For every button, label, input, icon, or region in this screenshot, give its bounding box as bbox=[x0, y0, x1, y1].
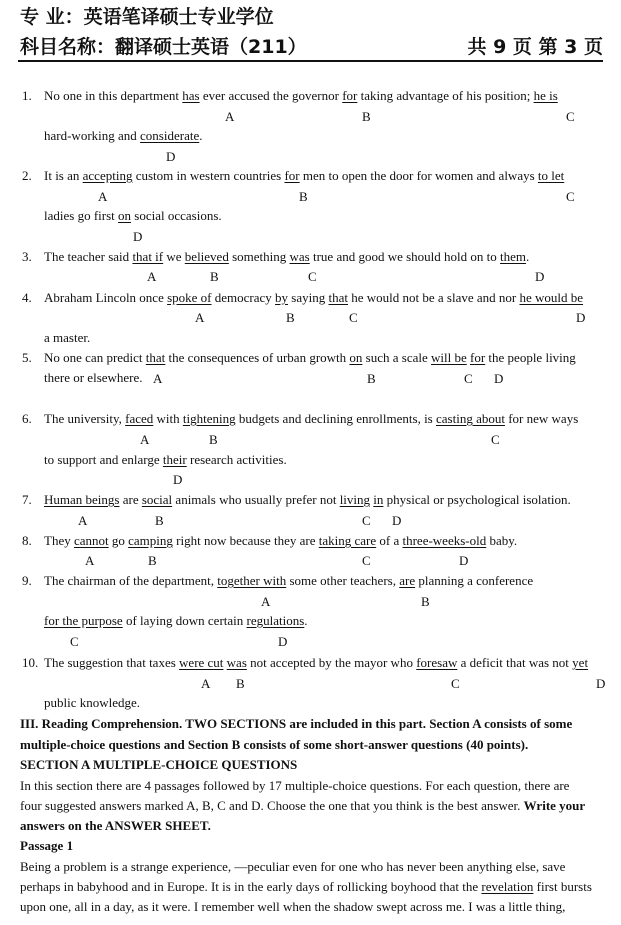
option-letter-b: B bbox=[210, 269, 219, 284]
question-line bbox=[22, 655, 607, 671]
option-letter-a: A bbox=[147, 269, 157, 284]
option-letter-d: D bbox=[494, 371, 504, 386]
underlined-option: on bbox=[349, 350, 363, 365]
subject-header bbox=[20, 32, 603, 59]
option-letter-b: B bbox=[286, 310, 295, 325]
underlined-option: three-weeks-old bbox=[402, 533, 487, 548]
underlined-option: was bbox=[289, 249, 310, 264]
option-letter-c: C bbox=[349, 310, 358, 325]
underlined-option: Human beings bbox=[44, 492, 120, 507]
question-text: hard-working and bbox=[44, 128, 141, 143]
underlined-option: camping bbox=[128, 533, 173, 548]
option-letter-b: B bbox=[209, 432, 218, 447]
option-letter-d: D bbox=[576, 310, 586, 325]
question-text: They bbox=[44, 533, 74, 548]
underlined-option: accepting bbox=[82, 168, 133, 183]
question-number: 1. bbox=[22, 88, 32, 103]
underlined-option: were cut bbox=[179, 655, 224, 670]
underlined-option: believed bbox=[184, 249, 229, 264]
question-text: the people living bbox=[485, 350, 576, 365]
passage-line-3: upon one, all in a day, as it were. I remember well when the shadow swept across me. I was a little thing, bbox=[20, 899, 566, 914]
question-text: No one can predict bbox=[44, 350, 146, 365]
header-rule bbox=[18, 60, 603, 62]
option-letter-b: B bbox=[155, 513, 164, 528]
question-text: true and good we should hold on to bbox=[309, 249, 501, 264]
question-text: budgets and declining enrollments, is bbox=[235, 411, 436, 426]
instructions-2-bold: Write your bbox=[523, 798, 586, 813]
question-text: social occasions. bbox=[131, 208, 222, 223]
underlined-option: taking care bbox=[318, 533, 377, 548]
underlined-option: are bbox=[399, 573, 416, 588]
option-letter-d: D bbox=[392, 513, 402, 528]
underlined-option: for bbox=[342, 88, 358, 103]
underlined-option: was bbox=[226, 655, 247, 670]
question-text: ever accused the governor bbox=[199, 88, 343, 103]
option-letter-d: D bbox=[596, 676, 606, 691]
underlined-option: he is bbox=[533, 88, 558, 103]
question-text: not accepted by the mayor who bbox=[246, 655, 417, 670]
question-line-continued bbox=[44, 370, 607, 386]
underlined-option: by bbox=[275, 290, 289, 305]
underlined-option: will be bbox=[431, 350, 467, 365]
question-line bbox=[22, 411, 607, 427]
question-text: . bbox=[526, 249, 530, 264]
question-line bbox=[22, 88, 607, 104]
option-letter-a: A bbox=[153, 371, 163, 386]
question-number: 8. bbox=[22, 533, 32, 548]
underlined-option: together with bbox=[217, 573, 287, 588]
question-text: No one in this department bbox=[44, 88, 183, 103]
question-line bbox=[22, 249, 607, 265]
underlined-word: revelation bbox=[481, 879, 534, 894]
option-letter-b: B bbox=[421, 594, 430, 609]
question-text: animals who usually prefer not bbox=[172, 492, 340, 507]
question-text: The suggestion that taxes bbox=[44, 655, 180, 670]
question-text: physical or psychological isolation. bbox=[383, 492, 571, 507]
option-letter-d: D bbox=[535, 269, 545, 284]
question-text: he would not be a slave and nor bbox=[348, 290, 520, 305]
question-line-continued bbox=[44, 330, 607, 346]
question-line-continued bbox=[44, 128, 607, 144]
question-text: such a scale bbox=[362, 350, 431, 365]
subject-label: 科目名称： bbox=[20, 36, 116, 58]
option-letter-a: A bbox=[140, 432, 150, 447]
section-a-title: SECTION A MULTIPLE-CHOICE QUESTIONS bbox=[20, 757, 298, 772]
option-letter-c: C bbox=[70, 634, 79, 649]
underlined-option: for bbox=[284, 168, 300, 183]
question-line-continued bbox=[44, 452, 607, 468]
question-text: something bbox=[228, 249, 290, 264]
underlined-option: on bbox=[118, 208, 132, 223]
major-value: 英语笔译硕士专业学位 bbox=[83, 6, 274, 28]
question-number: 9. bbox=[22, 573, 32, 588]
underlined-option: foresaw bbox=[416, 655, 458, 670]
question-line-continued bbox=[44, 613, 607, 629]
option-letter-d: D bbox=[166, 149, 176, 164]
question-number: 7. bbox=[22, 492, 32, 507]
question-text: The teacher said bbox=[44, 249, 133, 264]
question-number: 6. bbox=[22, 411, 32, 426]
passage-line-2 bbox=[20, 879, 605, 895]
question-line-continued bbox=[44, 208, 607, 224]
underlined-option: for the purpose bbox=[44, 613, 123, 628]
passage-line-1: Being a problem is a strange experience, —peculiar even for one who has never been anything else, save bbox=[20, 859, 566, 874]
option-letter-a: A bbox=[201, 676, 211, 691]
question-number: 3. bbox=[22, 249, 32, 264]
option-letter-a: A bbox=[98, 189, 108, 204]
question-text: we bbox=[163, 249, 185, 264]
question-text: of a bbox=[376, 533, 403, 548]
question-line bbox=[22, 492, 607, 508]
option-letter-b: B bbox=[236, 676, 245, 691]
underlined-option: he would be bbox=[519, 290, 584, 305]
question-text: saying bbox=[288, 290, 329, 305]
underlined-option: in bbox=[373, 492, 384, 507]
question-text: there or elsewhere. bbox=[44, 370, 143, 385]
underlined-option: social bbox=[141, 492, 173, 507]
question-text: of laying down certain bbox=[122, 613, 247, 628]
question-text: with bbox=[153, 411, 183, 426]
option-letter-a: A bbox=[85, 553, 95, 568]
question-number: 10. bbox=[22, 655, 39, 670]
option-letter-d: D bbox=[459, 553, 469, 568]
question-line bbox=[22, 573, 607, 589]
question-text: are bbox=[119, 492, 142, 507]
passage-title: Passage 1 bbox=[20, 838, 74, 853]
question-line bbox=[22, 168, 607, 184]
option-letter-c: C bbox=[308, 269, 317, 284]
passage-text: perhaps in babyhood and in Europe. It is in the early days of rollicking boyhood that the bbox=[20, 879, 482, 894]
question-text: a master. bbox=[44, 330, 91, 345]
option-letter-c: C bbox=[566, 109, 575, 124]
question-line bbox=[22, 290, 607, 306]
question-text: right now because they are bbox=[172, 533, 319, 548]
instructions-3: answers on the ANSWER SHEET. bbox=[20, 818, 211, 833]
subject-value: 翻译硕士英语（211） bbox=[115, 36, 307, 58]
underlined-option: faced bbox=[125, 411, 154, 426]
question-text: custom in western countries bbox=[132, 168, 285, 183]
question-text: baby. bbox=[486, 533, 518, 548]
option-letter-c: C bbox=[362, 513, 371, 528]
underlined-option: regulations bbox=[246, 613, 305, 628]
underlined-option: for bbox=[470, 350, 486, 365]
question-text: taking advantage of his position; bbox=[357, 88, 534, 103]
underlined-option: spoke of bbox=[167, 290, 212, 305]
passage-text: first bursts bbox=[533, 879, 592, 894]
underlined-option: their bbox=[162, 452, 187, 467]
part3-title-2: multiple-choice questions and Section B consists of some short-answer questions (40 points). bbox=[20, 737, 529, 752]
question-text: Abraham Lincoln once bbox=[44, 290, 168, 305]
instructions-1: In this section there are 4 passages followed by 17 multiple-choice questions. For each question, there are bbox=[20, 778, 570, 793]
question-text: democracy bbox=[211, 290, 276, 305]
option-letter-c: C bbox=[566, 189, 575, 204]
question-text: to support and enlarge bbox=[44, 452, 163, 467]
question-number: 5. bbox=[22, 350, 32, 365]
underlined-option: tightening bbox=[182, 411, 236, 426]
major-label: 专 业： bbox=[20, 6, 84, 28]
question-text: The chairman of the department, bbox=[44, 573, 218, 588]
major-header bbox=[20, 2, 603, 29]
option-letter-c: C bbox=[362, 553, 371, 568]
underlined-option: yet bbox=[572, 655, 589, 670]
option-letter-d: D bbox=[173, 472, 183, 487]
instructions-2-text: four suggested answers marked A, B, C and D. Choose the one that you think is the best answer. bbox=[20, 798, 524, 813]
question-text: It is an bbox=[44, 168, 83, 183]
underlined-option: cannot bbox=[73, 533, 109, 548]
question-text: public knowledge. bbox=[44, 695, 141, 710]
page-indicator: 共 9 页 第 3 页 bbox=[467, 36, 603, 58]
question-text: . bbox=[199, 128, 203, 143]
question-text: . bbox=[304, 613, 308, 628]
question-text: go bbox=[108, 533, 129, 548]
option-letter-c: C bbox=[451, 676, 460, 691]
question-text: the consequences of urban growth bbox=[165, 350, 350, 365]
underlined-option: has bbox=[182, 88, 200, 103]
question-text: research activities. bbox=[186, 452, 287, 467]
underlined-option: to let bbox=[537, 168, 565, 183]
underlined-option: that bbox=[328, 290, 348, 305]
underlined-option: that if bbox=[132, 249, 164, 264]
question-text: The university, bbox=[44, 411, 126, 426]
option-letter-c: C bbox=[491, 432, 500, 447]
option-letter-b: B bbox=[148, 553, 157, 568]
question-text: ladies go first bbox=[44, 208, 119, 223]
question-number: 4. bbox=[22, 290, 32, 305]
question-text: men to open the door for women and always bbox=[299, 168, 538, 183]
underlined-option: living bbox=[339, 492, 371, 507]
option-letter-a: A bbox=[78, 513, 88, 528]
option-letter-b: B bbox=[362, 109, 371, 124]
underlined-option: that bbox=[145, 350, 166, 365]
option-letter-a: A bbox=[225, 109, 235, 124]
option-letter-b: B bbox=[299, 189, 308, 204]
underlined-option: considerate bbox=[140, 128, 200, 143]
underlined-option: them bbox=[500, 249, 527, 264]
question-line bbox=[22, 350, 607, 366]
option-letter-c: C bbox=[464, 371, 473, 386]
instructions-2 bbox=[20, 798, 605, 814]
part3-title: III. Reading Comprehension. TWO SECTIONS are included in this part. Section A consists of some bbox=[20, 716, 573, 731]
option-letter-a: A bbox=[261, 594, 271, 609]
question-number: 2. bbox=[22, 168, 32, 183]
option-letter-b: B bbox=[367, 371, 376, 386]
option-letter-a: A bbox=[195, 310, 205, 325]
question-text: for new ways bbox=[504, 411, 579, 426]
question-text: planning a conference bbox=[415, 573, 534, 588]
question-line bbox=[22, 533, 607, 549]
option-letter-d: D bbox=[133, 229, 143, 244]
question-text: some other teachers, bbox=[286, 573, 400, 588]
option-letter-d: D bbox=[278, 634, 288, 649]
question-text: a deficit that was not bbox=[457, 655, 573, 670]
question-line-continued bbox=[44, 695, 607, 711]
underlined-option: casting about bbox=[436, 411, 505, 426]
